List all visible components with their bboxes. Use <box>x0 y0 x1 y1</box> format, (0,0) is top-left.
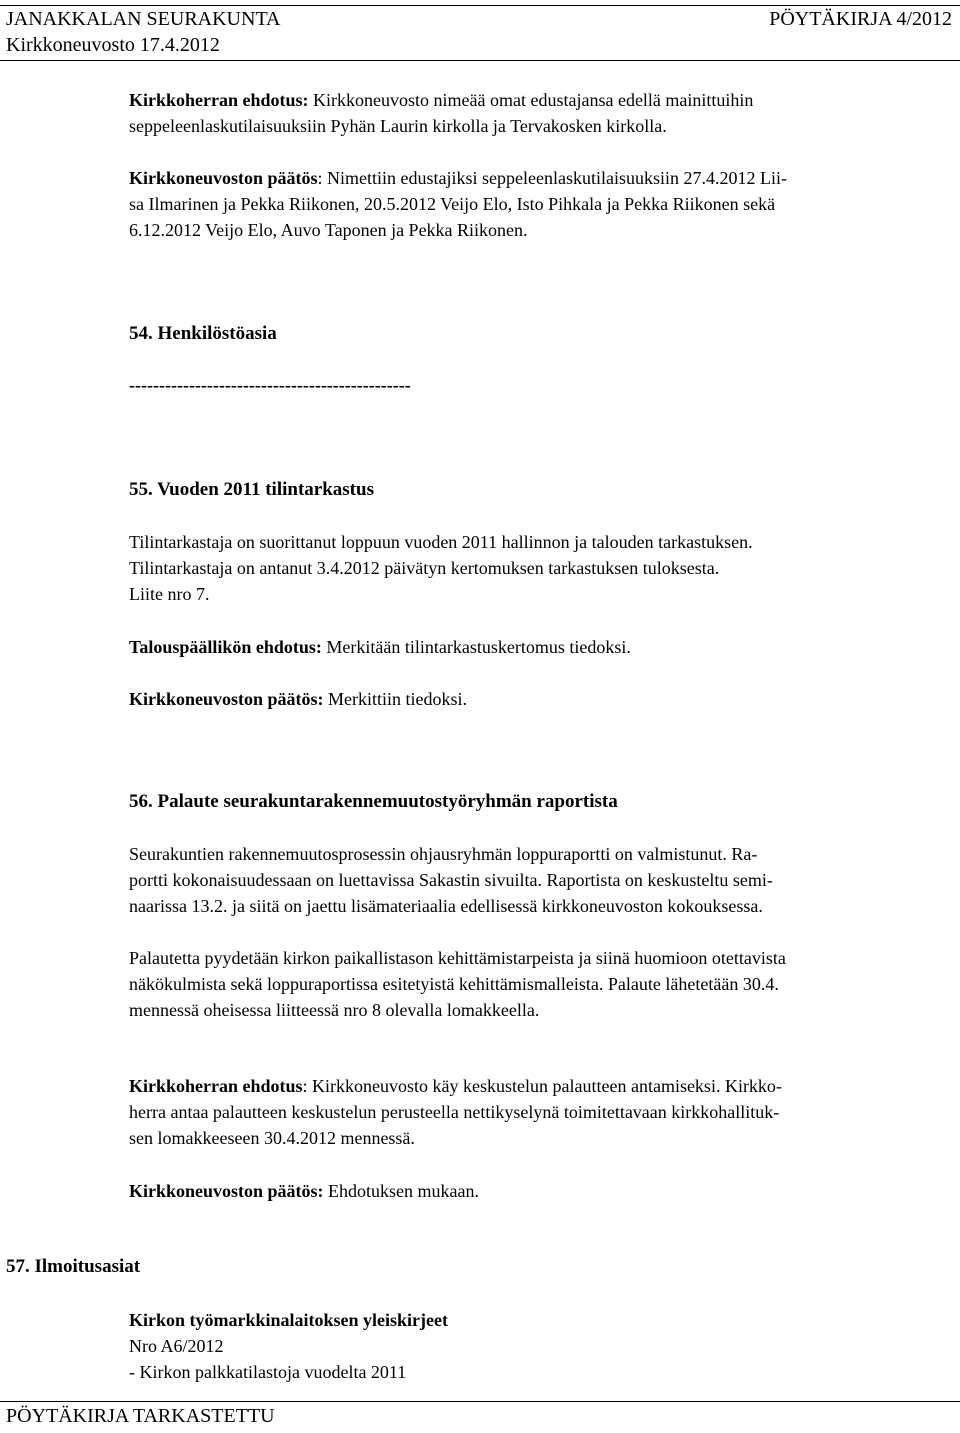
header-doc-number: PÖYTÄKIRJA 4/2012 <box>769 8 952 30</box>
section-56-decision-label: Kirkkoneuvoston päätös: <box>129 1181 324 1201</box>
intro-decision-line-2: sa Ilmarinen ja Pekka Riikonen, 20.5.2012 Veijo Elo, Isto Pihkala ja Pekka Riikonen sekä <box>129 194 776 214</box>
section-55-proposal: Talouspäällikön ehdotus: Merkitään tilintarkastuskertomus tiedoksi. <box>129 637 631 657</box>
section-56-proposal-line-1: Kirkkoherran ehdotus: Kirkkoneuvosto käy keskustelun palautteen antamiseksi. Kirkko- <box>129 1076 782 1096</box>
section-56-decision: Kirkkoneuvoston päätös: Ehdotuksen mukaan. <box>129 1181 480 1201</box>
section-55-line-2: Tilintarkastaja on antanut 3.4.2012 päivätyn kertomuksen tarkastuksen tuloksesta. <box>129 558 720 578</box>
section-56-p1-line-1: Seurakuntien rakennemuutosprosessin ohjausryhmän loppuraportti on valmistunut. Ra- <box>129 844 758 864</box>
section-56-p2-line-2: näkökulmista sekä loppuraportissa esitetyistä kehittämismalleista. Palaute lähetetään 30.4. <box>129 974 779 994</box>
section-57-line-1: Nro A6/2012 <box>129 1336 224 1356</box>
section-56-heading: 56. Palaute seurakuntarakennemuutostyöryhmän raportista <box>129 791 618 812</box>
section-56-p2-line-1: Palautetta pyydetään kirkon paikallistason kehittämistarpeista ja siinä huomioon otettavista <box>129 948 786 968</box>
section-55-line-1: Tilintarkastaja on suorittanut loppuun vuoden 2011 hallinnon ja talouden tarkastuksen. <box>129 532 753 552</box>
section-57-heading: 57. Ilmoitusasiat <box>6 1256 141 1277</box>
section-57-subheading: Kirkon työmarkkinalaitoksen yleiskirjeet <box>129 1310 448 1330</box>
section-56-p1-line-3: naarissa 13.2. ja siitä on jaettu lisämateriaalia edellisessä kirkkoneuvoston kokouksessa. <box>129 896 763 916</box>
section-57-line-2: - Kirkon palkkatilastoja vuodelta 2011 <box>129 1362 407 1382</box>
footer-rule <box>0 1401 960 1402</box>
intro-decision-label: Kirkkoneuvoston päätös <box>129 168 318 188</box>
section-56-p2-line-3: mennessä oheisessa liitteessä nro 8 olevalla lomakkeella. <box>129 1000 540 1020</box>
section-56-proposal-line-3: sen lomakkeeseen 30.4.2012 mennessä. <box>129 1128 415 1148</box>
section-55-decision: Kirkkoneuvoston päätös: Merkittiin tiedoksi. <box>129 689 468 709</box>
section-55-heading: 55. Vuoden 2011 tilintarkastus <box>129 479 374 500</box>
intro-decision-line-1: Kirkkoneuvoston päätös: Nimettiin edustajiksi seppeleenlaskutilaisuuksiin 27.4.2012 Lii- <box>129 168 787 188</box>
section-55-decision-label: Kirkkoneuvoston päätös: <box>129 689 324 709</box>
intro-decision-line-3: 6.12.2012 Veijo Elo, Auvo Taponen ja Pekka Riikonen. <box>129 220 528 240</box>
section-54-heading: 54. Henkilöstöasia <box>129 323 277 344</box>
section-55-proposal-label: Talouspäällikön ehdotus: <box>129 637 322 657</box>
section-56-proposal-line-2: herra antaa palautteen keskustelun perusteella nettikyselynä toimitettavaan kirkkohallituk- <box>129 1102 780 1122</box>
footer-text: PÖYTÄKIRJA TARKASTETTU <box>6 1405 275 1427</box>
header-date: Kirkkoneuvosto 17.4.2012 <box>6 34 220 56</box>
section-56-p1-line-2: portti kokonaisuudessaan on luettavissa Sakastin sivuilta. Raportista on keskusteltu semi- <box>129 870 773 890</box>
header-top-rule <box>0 5 960 6</box>
section-54-dashes: ----------------------------------------------- <box>129 375 411 395</box>
section-55-line-3: Liite nro 7. <box>129 584 210 604</box>
section-56-proposal-label: Kirkkoherran ehdotus <box>129 1076 303 1096</box>
header-bottom-rule <box>0 60 960 61</box>
intro-proposal-label: Kirkkoherran ehdotus: <box>129 90 309 110</box>
intro-proposal-line-2: seppeleenlaskutilaisuuksiin Pyhän Laurin kirkolla ja Tervakosken kirkolla. <box>129 116 667 136</box>
intro-proposal-line-1: Kirkkoherran ehdotus: Kirkkoneuvosto nimeää omat edustajansa edellä mainittuihin <box>129 90 754 110</box>
header-org: JANAKKALAN SEURAKUNTA <box>6 8 281 30</box>
